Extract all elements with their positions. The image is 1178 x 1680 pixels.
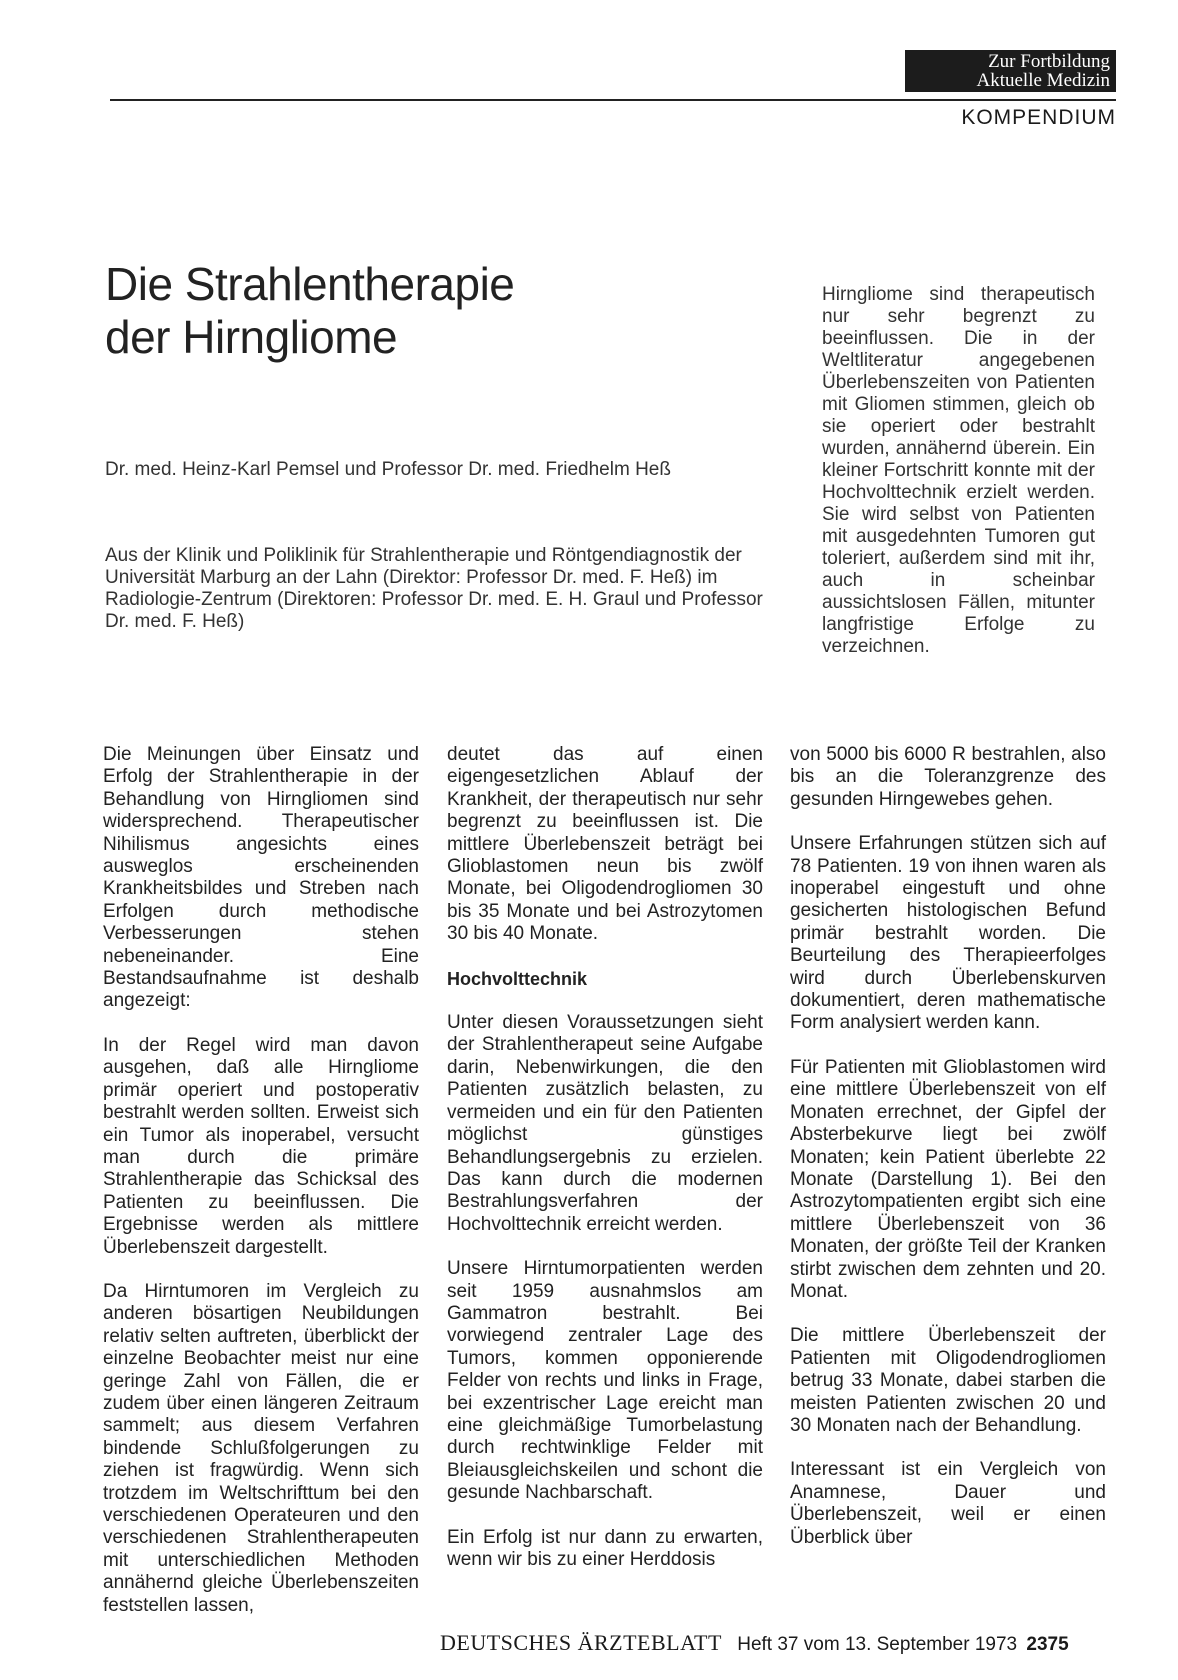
page-number: 2375 bbox=[1026, 1634, 1069, 1655]
title-line-2: der Hirngliome bbox=[105, 311, 398, 363]
body-column-2 bbox=[447, 744, 763, 1593]
paragraph: Für Patienten mit Glioblastomen wird eine mittlere Überlebenszeit von elf Monaten errechnet, der Gipfel der Absterbekurve liegt bei zwölf Monaten; kein Patient überlebte 22 Monate (Darstellung 1). Bei den Astrozytompatienten ergibt sich eine mittlere Überlebenszeit von 36 Monaten, der größte Teil der Kranken stirbt zwischen dem zehnten und 20. Monat. bbox=[790, 1056, 1106, 1302]
article-title bbox=[105, 258, 514, 364]
paragraph: Unter diesen Voraussetzungen sieht der Strahlentherapeut seine Aufgabe darin, Nebenwirkungen, die den Patienten zusätzlich belasten, zu vermeiden und ein für den Patienten möglichst günstiges Behandlungsergebnis zu erzielen. Das kann durch die modernen Bestrahlungsverfahren der Hochvolttechnik erreicht werden. bbox=[447, 1012, 763, 1235]
body-column-1 bbox=[103, 744, 419, 1639]
header-rule bbox=[110, 99, 1116, 101]
paragraph: Die Meinungen über Einsatz und Erfolg der Strahlentherapie in der Behandlung von Hirngliomen sind widersprechend. Therapeutischer Nihilismus angesichts eines ausweglos erscheinenden Krankheitsbildes und Streben nach Erfolgen durch methodische Verbesserungen stehen nebeneinander. Eine Bestandsaufnahme ist deshalb angezeigt: bbox=[103, 744, 419, 1012]
article-authors: Dr. med. Heinz-Karl Pemsel und Professor Dr. med. Friedhelm Heß bbox=[105, 459, 671, 480]
section-label: KOMPENDIUM bbox=[961, 106, 1116, 129]
paragraph: Unsere Erfahrungen stützen sich auf 78 Patienten. 19 von ihnen waren als inoperabel eingestuft und ohne gesicherten histologischen Befund primär bestrahlt worden. Die Beurteilung des Therapieerfolges wird durch Überlebenskurven dokumentiert, deren mathematische Form analysiert werden kann. bbox=[790, 833, 1106, 1034]
paragraph: von 5000 bis 6000 R bestrahlen, also bis an die Toleranzgrenze des gesunden Hirngewebes gehen. bbox=[790, 744, 1106, 810]
article-affiliation: Aus der Klinik und Poliklinik für Strahlentherapie und Röntgendiagnostik der Universität Marburg an der Lahn (Direktor: Professor Dr. med. F. Heß) im Radiologie-Zentrum (Direktoren: Professor Dr. med. E. H. Graul und Professor Dr. med. F. Heß) bbox=[105, 545, 763, 632]
badge-line-1: Zur Fortbildung bbox=[988, 51, 1110, 72]
abstract-text: Hirngliome sind therapeutisch nur sehr begrenzt zu beeinflussen. Die in der Weltliteratur angegebenen Überlebenszeiten von Patienten mit Gliomen stimmen, gleich ob sie operiert oder bestrahlt wurden, annähernd überein. Ein kleiner Fortschritt konnte mit der Hochvolttechnik erzielt werden. Sie wird selbst von Patienten mit ausgedehnten Tumoren gut toleriert, außerdem sind mit ihr, auch in scheinbar aussichtslosen Fällen, mitunter langfristige Erfolge zu verzeichnen. bbox=[822, 284, 1095, 657]
paragraph: In der Regel wird man davon ausgehen, daß alle Hirngliome primär operiert und postoperativ bestrahlt werden sollten. Erweist sich ein Tumor als inoperabel, versucht man durch die primäre Strahlentherapie das Schicksal des Patienten zu beeinflussen. Die Ergebnisse werden als mittlere Überlebenszeit dargestellt. bbox=[103, 1034, 419, 1258]
paragraph: Interessant ist ein Vergleich von Anamnese, Dauer und Überlebenszeit, weil er einen Überblick über bbox=[790, 1459, 1106, 1548]
section-heading: Hochvolttechnik bbox=[447, 968, 588, 989]
paragraph: Ein Erfolg ist nur dann zu erwarten, wenn wir bis zu einer Herddosis bbox=[447, 1526, 763, 1570]
paragraph: Die mittlere Überlebenszeit der Patienten mit Oligodendrogliomen betrug 33 Monate, dabei starben die meisten Patienten zwischen 20 und 30 Monaten nach der Behandlung. bbox=[790, 1325, 1106, 1436]
page-footer bbox=[440, 1630, 1069, 1656]
journal-name: DEUTSCHES ÄRZTEBLATT bbox=[440, 1630, 722, 1655]
paragraph: Da Hirntumoren im Vergleich zu anderen bösartigen Neubildungen relativ selten auftreten, überblickt der einzelne Beobachter meist nur eine geringe Zahl von Fällen, die er zudem über einen längeren Zeitraum sammelt; aus diesem Verfahren bindende Schlußfolgerungen zu ziehen ist fragwürdig. Wenn sich trotzdem im Weltschrifttum bei den verschiedenen Operateuren und den verschiedenen Strahlentherapeuten mit unterschiedlichen Methoden annähernd gleiche Überlebenszeiten feststellen lassen, bbox=[103, 1280, 419, 1616]
paragraph: deutet das auf einen eigengesetzlichen Ablauf der Krankheit, der therapeutisch nur sehr begrenzt zu beeinflussen ist. Die mittlere Überlebenszeit beträgt bei Glioblastomen neun bis zwölf Monate, bei Oligodendrogliomen 30 bis 35 Monate und bei Astrozytomen 30 bis 40 Monate. bbox=[447, 744, 763, 945]
paragraph: Unsere Hirntumorpatienten werden seit 1959 ausnahmslos am Gammatron bestrahlt. Bei vorwiegend zentraler Lage des Tumors, kommen opponierende Felder von rechts und links in Frage, bei exzentrischer Lage ereicht man eine gleichmäßige Tumorbelastung durch rechtwinklige Felder mit Bleiausgleichskeilen und schont die gesunde Nachbarschaft. bbox=[447, 1258, 763, 1504]
badge-line-2: Aktuelle Medizin bbox=[976, 70, 1110, 91]
issue-info: Heft 37 vom 13. September 1973 bbox=[737, 1634, 1018, 1655]
body-column-3 bbox=[790, 744, 1106, 1571]
title-line-1: Die Strahlentherapie bbox=[105, 258, 515, 310]
section-badge bbox=[905, 50, 1116, 92]
article-abstract bbox=[822, 284, 1095, 658]
